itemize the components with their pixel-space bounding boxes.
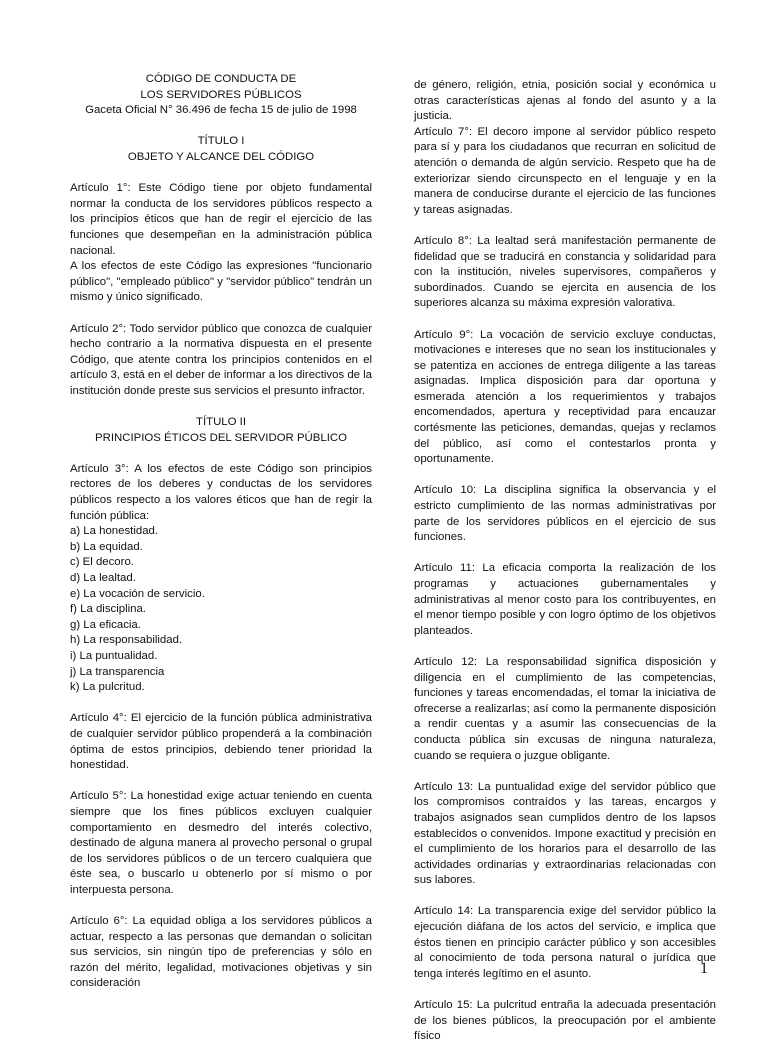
articulo-4: Artículo 4°: El ejercicio de la función pública administrativa de cualquier servidor público propenderá a la combinación óptima de estos principios, debiendo tener prioridad la honestidad. <box>70 712 372 772</box>
principio-item: i) La puntualidad. <box>70 649 158 662</box>
articulo-13: Artículo 13: La puntualidad exige del servidor público que los compromisos contraídos y las tareas, encargos y trabajos asignados sean cumplidos dentro de los lapsos establecidos o convenidos. Impone exactitud y precisión en el cumplimiento de los horarios para el desarrollo de las actividades ordinarias y extraordinarias relacionadas con sus labores. <box>414 780 716 887</box>
header-title-line-1: CÓDIGO DE CONDUCTA DE <box>145 73 297 85</box>
articulo-15: Artículo 15: La pulcritud entraña la adecuada presentación de los bienes públicos, la preocupación por el ambiente físico <box>414 999 716 1043</box>
articulo-3 <box>70 462 372 696</box>
principio-item: h) La responsabilidad. <box>70 634 183 647</box>
titulo-ii-heading <box>70 415 372 446</box>
document-header <box>70 72 372 119</box>
titulo-i-label: TÍTULO I <box>197 135 245 148</box>
articulo-6: Artículo 6°: La equidad obliga a los servidores públicos a actuar, respecto a las personas que demandan o solicitan sus servicios, sin ningún tipo de preferencias y sólo en razón del mérito, legalidad, motivaciones objetivas y sin consideración <box>70 915 372 990</box>
articulo-9: Artículo 9°: La vocación de servicio excluye conductas, motivaciones e intereses que no sean los institucionales y se patentiza en acciones de entrega diligente a las tareas asignadas. Implica disposición para dar oportuna y esmerada atención a los requerimientos y trabajos encomendados, apertura y receptividad para encauzar cortésmente las peticiones, demandas, quejas y reclamos del público, así como el contestarlos pronta y oportunamente. <box>414 328 716 466</box>
articulo-1-text: Artículo 1°: Este Código tiene por objeto fundamental normar la conducta de los servidores públicos respecto a los principios éticos que han de regir el ejercicio de las funciones que desempeñan en la administración pública nacional. <box>70 182 372 257</box>
header-title-line-2: LOS SERVIDORES PÚBLICOS <box>140 88 302 101</box>
principio-item: d) La lealtad. <box>70 572 136 584</box>
titulo-ii-label: TÍTULO II <box>196 416 246 429</box>
principio-item: b) La equidad. <box>70 540 143 553</box>
articulo-8: Artículo 8°: La lealtad será manifestación permanente de fidelidad que se traducirá en constancia y solidaridad para con la institución, niveles supervisores, compañeros y subordinados. Cuando se ejercita en ausencia de los superiores alcanza su máxima expresión valorativa. <box>414 234 716 310</box>
articulo-14: Artículo 14: La transparencia exige del servidor público la ejecución diáfana de los actos del servicio, e implica que éstos tienen en principio carácter público y son accesibles al conocimiento de toda persona natural o jurídica que tenga interés legítimo en el asunto. <box>414 905 716 980</box>
articulo-1-text-b: A los efectos de este Código las expresiones "funcionario público", "empleado público" y "servidor público" tendrán un mismo y único significado. <box>70 260 372 304</box>
articulo-10: Artículo 10: La disciplina significa la observancia y el estricto cumplimiento de las normas administrativas por parte de los servidores públicos en el ejercicio de sus funciones. <box>414 484 716 544</box>
articulo-2: Artículo 2°: Todo servidor público que conozca de cualquier hecho contrario a la normativa dispuesta en el presente Código, que atente contra los principios contenidos en el artículo 3, está en el deber de informar a los directivos de la institución donde preste sus servicios el presunto infractor. <box>70 322 373 397</box>
articulo-7: Artículo 7°: El decoro impone al servidor público respeto para sí y para los ciudadanos que recurran en solicitud de atención o demanda de algún servicio. Respeto que ha de exteriorizar siendo circunspecto en el lenguaje y en la manera de conducirse durante el ejercicio de las funciones y tareas asignadas. <box>414 125 716 216</box>
header-gazette-line: Gaceta Oficial N° 36.496 de fecha 15 de julio de 1998 <box>85 104 357 117</box>
articulo-3-text: Artículo 3°: A los efectos de este Código son principios rectores de los deberes y conductas de los servidores públicos respecto a los valores éticos que han de regir la función pública: <box>70 462 372 522</box>
page-number: 1 <box>700 960 708 977</box>
principio-item: f) La disciplina. <box>70 603 146 616</box>
articulo-6-7-group <box>414 78 716 218</box>
principio-item: e) La vocación de servicio. <box>70 587 205 600</box>
titulo-i-name: OBJETO Y ALCANCE DEL CÓDIGO <box>127 150 315 163</box>
articulo-1 <box>70 181 372 306</box>
principio-item: j) La transparencia <box>70 665 165 678</box>
articulo-11: Artículo 11: La eficacia comporta la realización de los programas y actuaciones gubernamentales y administrativas al menor costo para los contribuyentes, en el menor tiempo posible y con logro óptimo de los objetivos planteados. <box>414 562 716 637</box>
left-column <box>70 72 372 1008</box>
articulo-5: Artículo 5°: La honestidad exige actuar teniendo en cuenta siempre que los fines públicos excluyen cualquier comportamiento en desmedro del interés colectivo, destinado de alguna manera al provecho personal o grupal de los servidores públicos o de un tercero cualquiera que éste sea, o buscarlo u obtenerlo por sí mismo o por interpuesta persona. <box>70 790 372 896</box>
principio-item: c) El decoro. <box>70 556 134 569</box>
right-column <box>414 78 716 1060</box>
titulo-ii-name: PRINCIPIOS ÉTICOS DEL SERVIDOR PÚBLICO <box>95 431 347 444</box>
principio-item: a) La honestidad. <box>70 525 159 538</box>
articulo-12: Artículo 12: La responsabilidad significa disposición y diligencia en el cumplimiento de las competencias, funciones y tareas encomendadas, el tomar la iniciativa de ofrecerse a realizarlas; así como la permanente disposición a rendir cuentas y a asumir las consecuencias de la conducta pública sin excusas de ninguna naturaleza, cuando se requiera o juzgue obligante. <box>414 655 716 762</box>
principio-item: g) La eficacia. <box>70 618 141 631</box>
articulo-6-continuation: de género, religión, etnia, posición social y económica u otras características ajenas al fondo del asunto y a la justicia. <box>414 79 716 123</box>
titulo-i-heading <box>70 134 372 165</box>
principio-item: k) La pulcritud. <box>70 681 145 694</box>
